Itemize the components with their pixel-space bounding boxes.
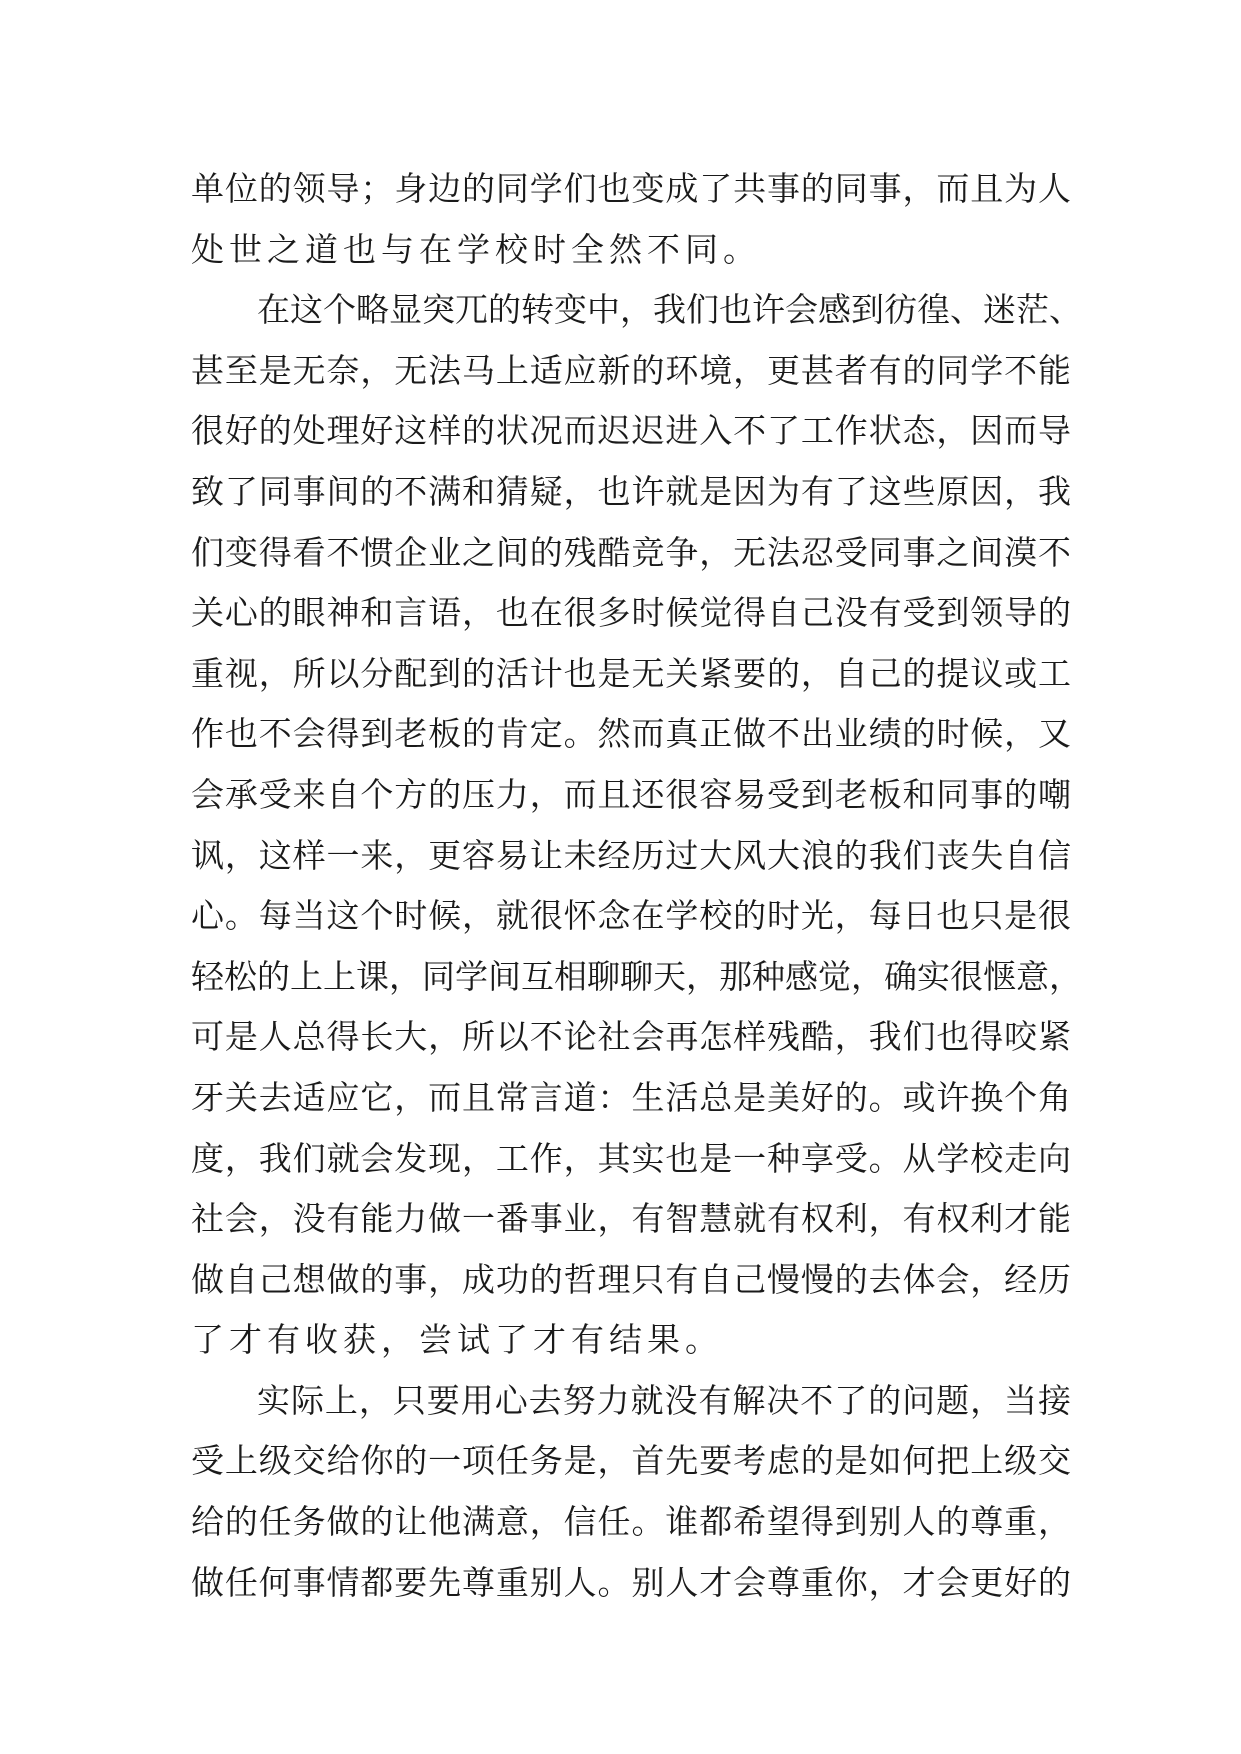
text-line: 社会，没有能力做一番事业，有智慧就有权利，有权利才能 xyxy=(191,1199,1071,1239)
text-line: 可是人总得长大，所以不论社会再怎样残酷，我们也得咬紧 xyxy=(191,1017,1071,1057)
text-line: 单位的领导；身边的同学们也变成了共事的同事，而且为人 xyxy=(191,169,1071,208)
text-line: 很好的处理好这样的状况而迟迟进入不了工作状态，因而导 xyxy=(191,411,1071,451)
text-line: 甚至是无奈，无法马上适应新的环境，更甚者有的同学不能 xyxy=(191,350,1071,390)
text-line: 受上级交给你的一项任务是，首先要考虑的是如何把上级交 xyxy=(191,1441,1071,1481)
text-line: 了才有收获，尝试了才有结果。 xyxy=(191,1320,723,1360)
text-line: 心。每当这个时候，就很怀念在学校的时光，每日也只是很 xyxy=(191,896,1071,936)
text-line: 们变得看不惯企业之间的残酷竞争，无法忍受同事之间漠不 xyxy=(191,532,1071,572)
text-line: 做自己想做的事，成功的哲理只有自己慢慢的去体会，经历 xyxy=(191,1259,1071,1299)
text-line: 轻松的上上课，同学间互相聊聊天，那种感觉，确实很惬意， xyxy=(191,956,1082,996)
text-line: 作也不会得到老板的肯定。然而真正做不出业绩的时候，又 xyxy=(191,714,1071,754)
text-line: 牙关去适应它，而且常言道：生活总是美好的。或许换个角 xyxy=(191,1077,1071,1117)
document-body xyxy=(191,159,1082,1613)
text-line: 讽，这样一来，更容易让未经历过大风大浪的我们丧失自信 xyxy=(191,835,1071,875)
text-line: 关心的眼神和言语，也在很多时候觉得自己没有受到领导的 xyxy=(191,593,1071,633)
paragraph-1 xyxy=(191,159,1071,280)
text-line: 做任何事情都要先尊重别人。别人才会尊重你，才会更好的 xyxy=(191,1562,1071,1602)
text-line: 在这个略显突兀的转变中，我们也许会感到彷徨、迷茫、 xyxy=(257,290,1082,330)
text-line: 重视，所以分配到的活计也是无关紧要的，自己的提议或工 xyxy=(191,653,1071,693)
paragraph-3 xyxy=(191,1371,1071,1613)
text-line: 处世之道也与在学校时全然不同。 xyxy=(191,229,761,269)
text-line: 给的任务做的让他满意，信任。谁都希望得到别人的尊重， xyxy=(191,1502,1071,1542)
text-line: 会承受来自个方的压力，而且还很容易受到老板和同事的嘲 xyxy=(191,774,1071,814)
text-line: 致了同事间的不满和猜疑，也许就是因为有了这些原因，我 xyxy=(191,471,1071,511)
text-line: 实际上，只要用心去努力就没有解决不了的问题，当接 xyxy=(257,1380,1071,1420)
paragraph-2 xyxy=(191,280,1082,1371)
text-line: 度，我们就会发现，工作，其实也是一种享受。从学校走向 xyxy=(191,1138,1071,1178)
